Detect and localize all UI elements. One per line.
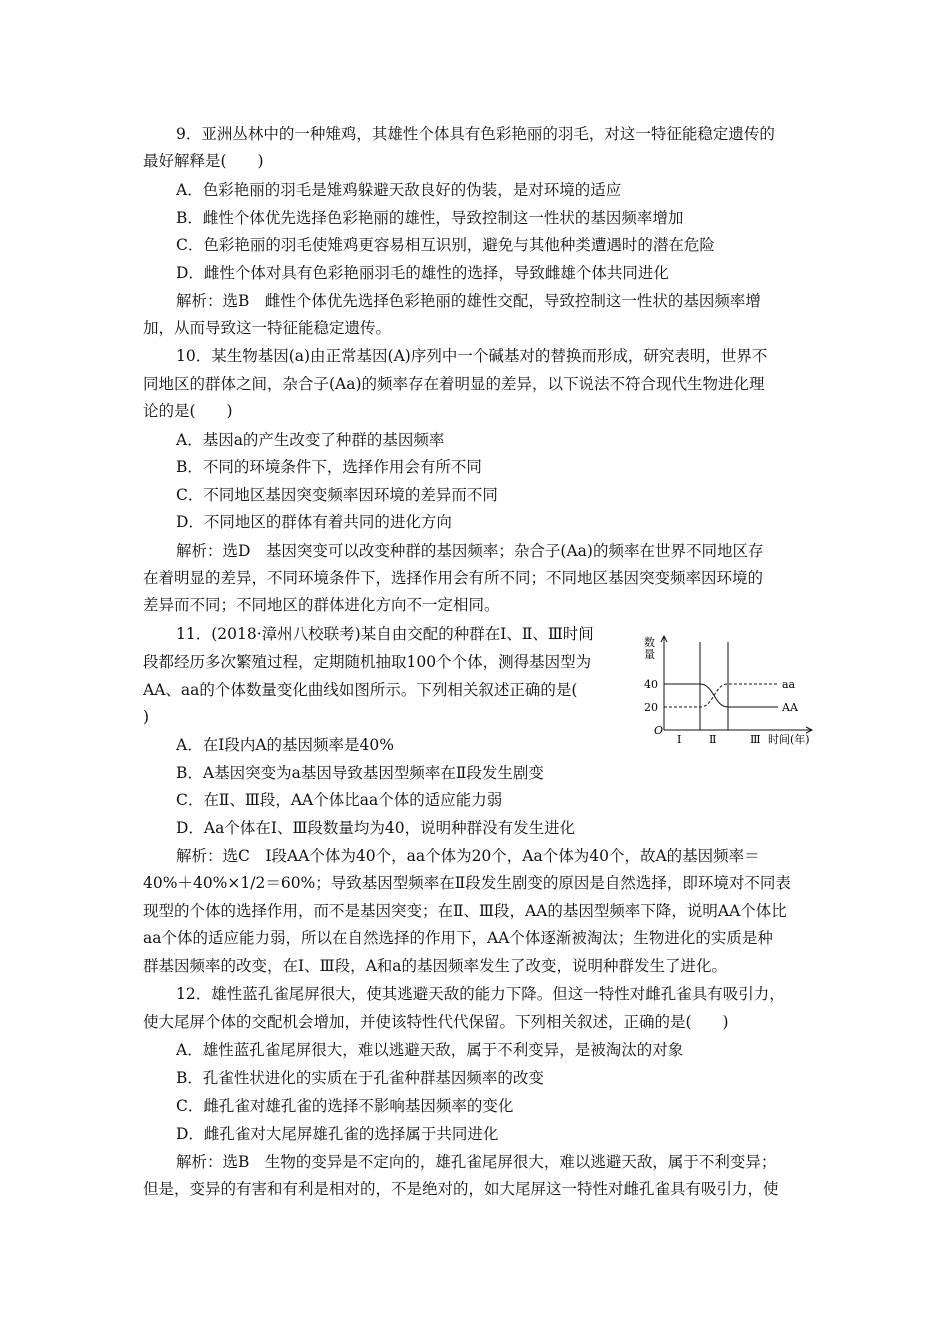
q10-answer-line1: 解析：选D 基因突变可以改变种群的基因频率；杂合子(Aa)的频率在世界不同地区存 <box>176 542 764 560</box>
series-line-aa <box>664 684 778 707</box>
y-tick-label-40: 40 <box>644 678 658 691</box>
q12-answer-line1: 解析：选B 生物的变异是不定向的，雄孔雀尾屏很大，难以逃避天敌，属于不利变异； <box>176 1153 777 1171</box>
q11-stem-line1: 11．(2018·漳州八校联考)某自由交配的种群在Ⅰ、Ⅱ、Ⅲ时间 <box>176 625 594 643</box>
q9-answer-line1: 解析：选B 雌性个体优先选择色彩艳丽的雄性交配，导致控制这一性状的基因频率增 <box>176 292 761 310</box>
q9-option-d: D．雌性个体对具有色彩艳丽羽毛的雄性的选择，导致雌雄个体共同进化 <box>176 264 669 282</box>
q10-stem-line2: 同地区的群体之间，杂合子(Aa)的频率存在着明显的差异，以下说法不符合现代生物进化理 <box>143 375 765 393</box>
q11-answer-line2: 40%＋40%×1/2＝60%；导致基因型频率在Ⅱ段发生剧变的原因是自然选择，即环境对不同表 <box>143 874 791 892</box>
q12-stem-line1: 12．雄性蓝孔雀尾屏很大，使其逃避天敌的能力下降。但这一特性对雌孔雀具有吸引力， <box>176 985 785 1003</box>
q10-answer-line2: 在着明显的差异，不同环境条件下，选择作用会有所不同；不同地区基因突变频率因环境的 <box>143 569 764 587</box>
q11-genotype-chart <box>640 632 815 747</box>
q10-option-b: B．不同的环境条件下，选择作用会有所不同 <box>176 458 482 476</box>
q10-option-a: A．基因a的产生改变了种群的基因频率 <box>176 431 445 449</box>
q11-answer-line5: 群基因频率的改变，在Ⅰ、Ⅲ段，A和a的基因频率发生了改变，说明种群发生了进化。 <box>143 957 728 975</box>
x-axis-label: 时间(年) <box>768 733 810 746</box>
x-tick-label-2: Ⅱ <box>709 733 717 746</box>
q10-answer-line3: 差异而不同；不同地区的群体进化方向不一定相同。 <box>143 596 500 614</box>
series-line-AA <box>664 684 778 707</box>
q11-answer-line3: 现型的个体的选择作用，而不是基因突变；在Ⅱ、Ⅲ段，AA的基因型频率下降，说明AA个体比 <box>143 902 787 920</box>
q10-option-d: D．不同地区的群体有着共同的进化方向 <box>176 513 452 531</box>
q11-answer-line4: aa个体的适应能力弱，所以在自然选择的作用下，AA个体逐渐被淘汰；生物进化的实质是种 <box>143 929 773 947</box>
q12-option-a: A．雄性蓝孔雀尾屏很大，难以逃避天敌，属于不利变异，是被淘汰的对象 <box>176 1041 684 1059</box>
y-tick-label-20: 20 <box>644 701 658 714</box>
q11-option-b: B．A基因突变为a基因导致基因型频率在Ⅱ段发生剧变 <box>176 764 544 782</box>
q12-option-c: C．雌孔雀对雄孔雀的选择不影响基因频率的变化 <box>176 1097 514 1115</box>
q10-stem-line1: 10．某生物基因(a)由正常基因(A)序列中一个碱基对的替换而形成，研究表明，世界不 <box>176 347 768 365</box>
q12-answer-line2: 但是，变异的有害和有利是相对的，不是绝对的，如大尾屏这一特性对雌孔雀具有吸引力，使 <box>143 1180 779 1198</box>
q12-option-d: D．雌孔雀对大尾屏雄孔雀的选择属于共同进化 <box>176 1125 499 1143</box>
q11-option-d: D．Aa个体在Ⅰ、Ⅲ段数量均为40，说明种群没有发生进化 <box>176 819 576 837</box>
q9-stem-line2: 最好解释是( ) <box>143 152 264 170</box>
q11-option-a: A．在Ⅰ段内A的基因频率是40% <box>176 736 394 754</box>
x-tick-label-3: Ⅲ <box>750 733 761 746</box>
q11-option-c: C．在Ⅱ、Ⅲ段，AA个体比aa个体的适应能力弱 <box>176 791 503 809</box>
origin-label: O <box>654 724 664 737</box>
q9-option-b: B．雌性个体优先选择色彩艳丽的雄性，导致控制这一性状的基因频率增加 <box>176 209 684 227</box>
q9-stem-line1: 9．亚洲丛林中的一种雉鸡，其雄性个体具有色彩艳丽的羽毛，对这一特征能稳定遗传的 <box>176 125 775 143</box>
q9-answer-line2: 加，从而导致这一特征能稳定遗传。 <box>143 319 392 337</box>
q9-option-c: C．色彩艳丽的羽毛使雉鸡更容易相互识别，避免与其他种类遭遇时的潜在危险 <box>176 236 715 254</box>
y-axis-label-char: 量 <box>644 648 655 661</box>
series-label-aa: aa <box>782 678 796 691</box>
q12-stem-line2: 使大尾屏个体的交配机会增加，并使该特性代代保留。下列相关叙述，正确的是( ) <box>143 1013 729 1031</box>
q11-stem-line2: 段都经历多次繁殖过程，定期随机抽取100个个体，测得基因型为 <box>143 653 592 671</box>
q11-stem-line4: ) <box>143 708 150 726</box>
y-axis-label-char: 数 <box>644 636 655 649</box>
q12-option-b: B．孔雀性状进化的实质在于孔雀种群基因频率的改变 <box>176 1069 544 1087</box>
q10-option-c: C．不同地区基因突变频率因环境的差异而不同 <box>176 486 498 504</box>
q11-stem-line3: AA、aa的个体数量变化曲线如图所示。下列相关叙述正确的是( <box>143 681 593 699</box>
series-label-AA: AA <box>782 701 798 714</box>
q10-stem-line3: 论的是( ) <box>143 402 233 420</box>
q11-answer-line1: 解析：选C Ⅰ段AA个体为40个，aa个体为20个，Aa个体为40个，故A的基因频率＝ <box>176 847 760 865</box>
q9-option-a: A．色彩艳丽的羽毛是雉鸡躲避天敌良好的伪装，是对环境的适应 <box>176 181 622 199</box>
x-tick-label-1: Ⅰ <box>677 733 682 746</box>
